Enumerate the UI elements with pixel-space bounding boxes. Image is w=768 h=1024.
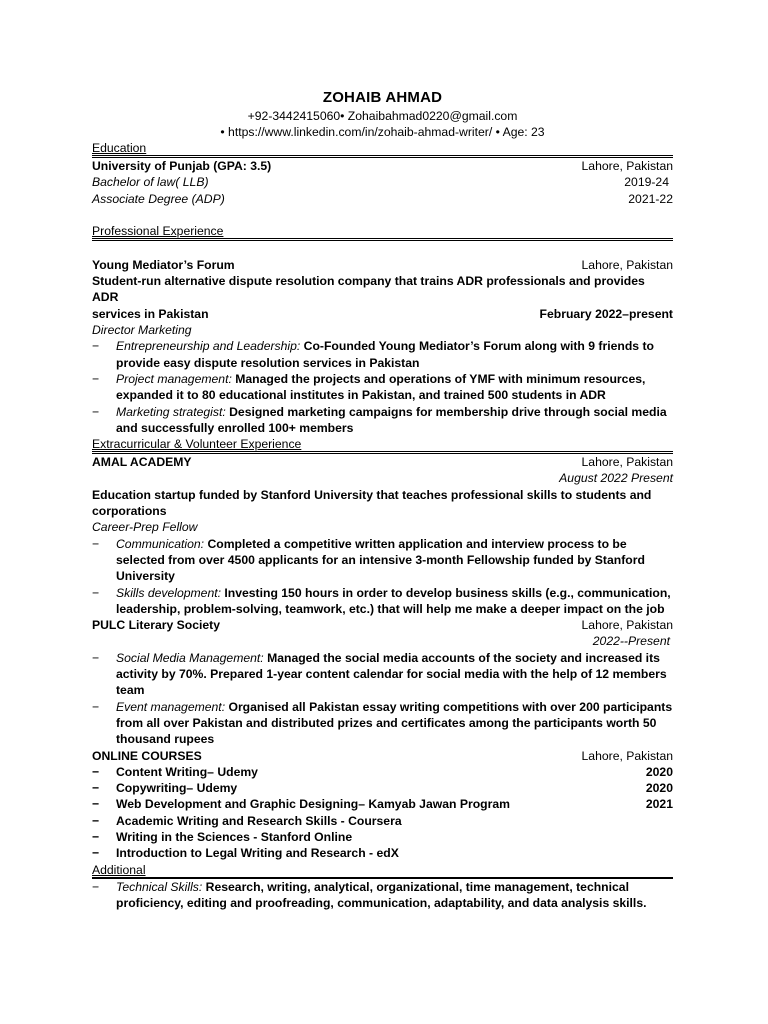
list-item: − Communication: Completed a competitive written application and interview process to be selected from over 4500 applicants for an intensive 3-month Fellowship funded by Stanford University bbox=[92, 536, 645, 584]
list-item: − Writing in the Sciences - Stanford Online bbox=[92, 829, 353, 844]
org-dates: 2022--Present bbox=[592, 634, 670, 649]
list-item: − Project management: Managed the projects and operations of YMF with minimum resources, expanded it to 80 educational institutes in Pakistan, and trained 500 students in ADR bbox=[92, 371, 646, 403]
org-name: AMAL ACADEMY bbox=[92, 455, 192, 470]
experience-heading: Professional Experience bbox=[92, 223, 224, 238]
org-name: Young Mediator’s Forum bbox=[92, 257, 235, 272]
org-description-row bbox=[92, 306, 673, 322]
resume-page bbox=[92, 88, 673, 911]
courses-title: ONLINE COURSES bbox=[92, 748, 202, 763]
extracurricular-heading: Extracurricular & Volunteer Experience bbox=[92, 437, 302, 452]
org-description: Student-run alternative dispute resolution company that trains ADR professionals and provides ADR bbox=[92, 274, 645, 305]
list-item: − Technical Skills: Research, writing, analytical, organizational, time management, technical proficiency, editing and proofreading, communication, adaptability, and data analysis skills. bbox=[92, 879, 647, 910]
pulc-bullets bbox=[92, 650, 673, 748]
courses-list bbox=[92, 764, 673, 862]
degree-row bbox=[92, 174, 673, 190]
role-title: Career-Prep Fellow bbox=[92, 520, 198, 535]
degree-name: Associate Degree (ADP) bbox=[92, 191, 225, 206]
experience-org-row bbox=[92, 257, 673, 273]
org-location: Lahore, Pakistan bbox=[581, 455, 673, 470]
courses-location: Lahore, Pakistan bbox=[581, 748, 673, 763]
list-item: − Skills development: Investing 150 hours in order to develop business skills (e.g., communication, leadership, problem-solving, teamwork, etc.) that will help me make a deeper impact on the job bbox=[92, 585, 671, 616]
amal-bullets bbox=[92, 536, 673, 617]
org-dates: February 2022–present bbox=[539, 306, 673, 321]
experience-bullets bbox=[92, 338, 673, 436]
list-item: − Social Media Management: Managed the social media accounts of the society and increased its activity by 70%. Prepared 1-year content calendar for social media with the help of 12 members team bbox=[92, 650, 667, 698]
contact-line-2: • https://www.linkedin.com/in/zohaib-ahmad-writer/ • Age: 23 bbox=[220, 125, 545, 139]
degree-row bbox=[92, 191, 673, 207]
degree-years: 2021-22 bbox=[628, 191, 673, 206]
education-heading: Education bbox=[92, 141, 147, 155]
degree-years: 2019-24 bbox=[624, 175, 669, 190]
additional-bullets bbox=[92, 879, 673, 912]
org-dates: August 2022 Present bbox=[559, 471, 673, 486]
list-item: − Entrepreneurship and Leadership: Co-Founded Young Mediator’s Forum along with 9 friends to provide easy dispute resolution services in Pakistan bbox=[92, 339, 654, 370]
list-item: − Web Development and Graphic Designing– Kamyab Jawan Program 2021 bbox=[92, 797, 673, 812]
list-item: − Academic Writing and Research Skills - Coursera bbox=[92, 813, 402, 828]
resume-header bbox=[92, 88, 673, 140]
contact-line-1: +92-3442415060• Zohaibahmad0220@gmail.com bbox=[247, 109, 518, 123]
org-name: PULC Literary Society bbox=[92, 618, 221, 633]
list-item: − Marketing strategist: Designed marketing campaigns for membership drive through social media and successfully enrolled 100+ members bbox=[92, 404, 667, 435]
education-school-row bbox=[92, 158, 673, 174]
pulc-org-row bbox=[92, 617, 673, 633]
list-item: − Copywriting– Udemy 2020 bbox=[92, 781, 673, 796]
amal-org-row bbox=[92, 454, 673, 470]
list-item: − Introduction to Legal Writing and Research - edX bbox=[92, 846, 399, 861]
org-location: Lahore, Pakistan bbox=[581, 257, 673, 272]
school-location: Lahore, Pakistan bbox=[581, 159, 673, 173]
list-item: − Content Writing– Udemy 2020 bbox=[92, 764, 673, 779]
role-title: Director Marketing bbox=[92, 323, 192, 338]
org-location: Lahore, Pakistan bbox=[581, 618, 673, 633]
additional-heading: Additional bbox=[92, 862, 146, 877]
org-description: Education startup funded by Stanford University that teaches professional skills to students and corporations bbox=[92, 487, 652, 519]
candidate-name: ZOHAIB AHMAD bbox=[322, 89, 443, 106]
list-item: − Event management: Organised all Pakistan essay writing competitions with over 200 participants from all over Pakistan and distributed prizes and certificates among the participants worth 50 thousand rupees bbox=[92, 699, 673, 747]
org-description-cont: services in Pakistan bbox=[92, 306, 209, 321]
school-name: University of Punjab (GPA: 3.5) bbox=[92, 159, 272, 173]
courses-row bbox=[92, 748, 673, 764]
degree-name: Bachelor of law( LLB) bbox=[92, 175, 209, 190]
